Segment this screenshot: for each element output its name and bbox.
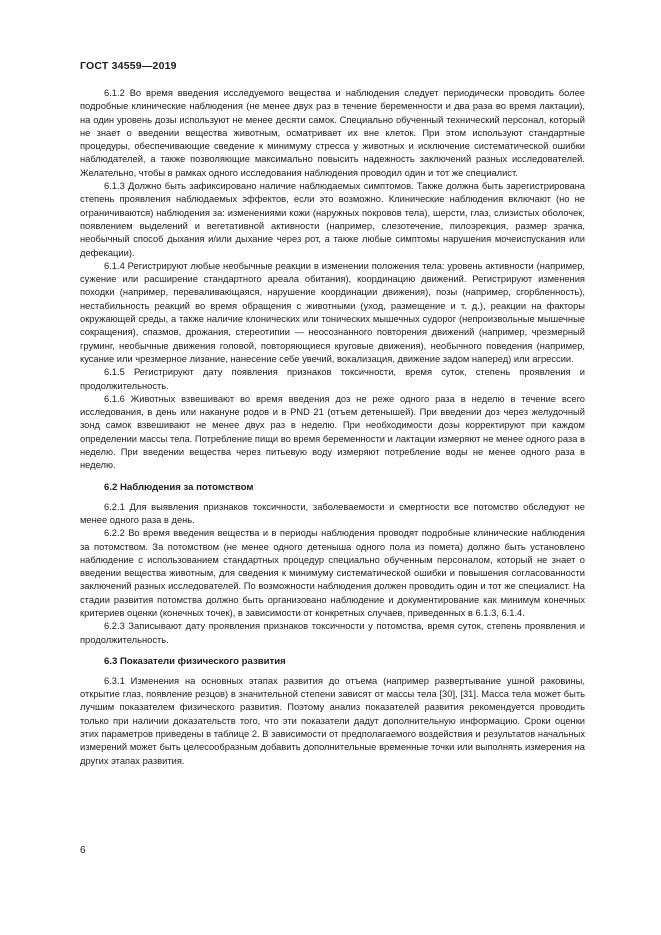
paragraph-6-1-6: 6.1.6 Животных взвешивают во время введения доз не реже одного раза в неделю в течение всего исследования, в день или накануне родов и в PND 21 (отъем детенышей). При введении доз через желудочный зонд самок взвешивают не менее двух раз в неделю. При необходимости дозы корректируют при каждом определении массы тела. Потребление пищи во время беременности и лактации измеряют не менее одного раза в неделю. При введении вещества через питьевую воду измеряют потребление воды не менее одного раза в неделю.: [80, 393, 585, 471]
section-heading-6-3: 6.3 Показатели физического развития: [104, 655, 286, 667]
paragraph-6-1-3: 6.1.3 Должно быть зафиксировано наличие наблюдаемых симптомов. Также должна быть зарегистрирована степень проявления наблюдаемых эффектов, если это возможно. Клинические наблюдения включают (но не ограничиваются) наблюдения за: изменениями кожи (наружных покровов тела), шерсти, глаз, слизистых оболочек, появлением выделений и вегетативной активности (например, слезотечение, пилоэрекция, размер зрачка, необычный способ дыхания и/или дыхание через рот, а также любые симптомы нарушения мочеиспускания или дефекации).: [80, 181, 585, 258]
paragraph-6-2-3: 6.2.3 Записывают дату проявления признаков токсичности у потомства, время суток, степень проявления и продолжительность.: [80, 621, 585, 645]
paragraph-6-1-5: 6.1.5 Регистрируют дату появления признаков токсичности, время суток, степень проявления и продолжительность.: [80, 367, 585, 391]
paragraph-6-2-1: 6.2.1 Для выявления признаков токсичности, заболеваемости и смертности все потомство обследуют не менее одного раза в день.: [80, 501, 585, 525]
section-heading-6-2: 6.2 Наблюдения за потомством: [104, 481, 254, 493]
paragraph-6-3-1: 6.3.1 Изменения на основных этапах развития до отъема (например развертывание ушной раковины, открытие глаз, появление резцов) в значительной степени зависят от массы тела [30], [31]. Масса тела может быть лучшим показателем физического развития. Поэтому анализ показателей развития рекомендуется проводить только при наличии доказательств того, что эти показатели дадут дополнительную информацию. Сроки оценки этих параметров приведены в таблице 2. В зависимости от предполагаемого воздействия и результатов начальных измерений может быть целесообразным добавить дополнительные временные точки или выполнять измерения на других этапах развития.: [80, 675, 585, 766]
page-number: 6: [80, 845, 86, 856]
document-header: ГОСТ 34559—2019: [80, 60, 177, 72]
paragraph-6-2-2: 6.2.2 Во время введения вещества и в периоды наблюдения проводят подробные клинические наблюдения за потомством. За потомством (не менее одного детеныша одного пола из помета) должно быть установлено наблюдение с использованием стандартных процедур специально обученным персоналом, который не знает о введении вещества животным, для сведения к минимуму систематической ошибки и повышения согласованности заключений разных исследователей. По возможности наблюдения должен проводить один и тот же специалист. На стадии развития потомства должно быть организовано наблюдение и документирование как минимум конечных критериев оценки (конечных точек), в зависимости от конкретных случаев, приведенных в 6.1.3, 6.1.4.: [80, 528, 585, 618]
paragraph-6-1-2: 6.1.2 Во время введения исследуемого вещества и наблюдения следует периодически проводить более подробные клинические наблюдения (не менее двух раз в течение беременности и два раза во время лактации), на один уровень дозы используют не менее десяти самок. Специально обученный технический персонал, который не знает о введении вещества животным, осматривает их вне клеток. При этом используют стандартные процедуры, обеспечивающие сведение к минимуму стресса у животных и исключение систематической ошибки наблюдателей, а также позволяющие максимально повысить надежность заключений разных исследователей. Желательно, чтобы в рамках одного исследования наблюдения проводил один и тот же специалист.: [80, 88, 585, 178]
paragraph-6-1-4: 6.1.4 Регистрируют любые необычные реакции в изменении положения тела: уровень активности (например, сужение или расширение стандартного ареала обитания), координацию движений. Регистрируют изменения походки (например, переваливающаяся, нарушение координации движения), позы (например, сгорбленность), нестабильность реакций во время обращения с животными (уход, размещение и т. д.), реакции на факторы окружающей среды, а также наличие клонических или тонических мышечных судорог (непроизвольные мышечные сокращения), спазмов, дрожания, стереотипии — неосознанного повторения движений (например, чрезмерный груминг, необычные движения головой, повторяющиеся круговые движения), необычного поведения (например, кусание или чрезмерное лизание, нанесение себе увечий, вокализация, движение задом наперед) или агрессии.: [80, 260, 585, 364]
document-body: [80, 87, 585, 768]
